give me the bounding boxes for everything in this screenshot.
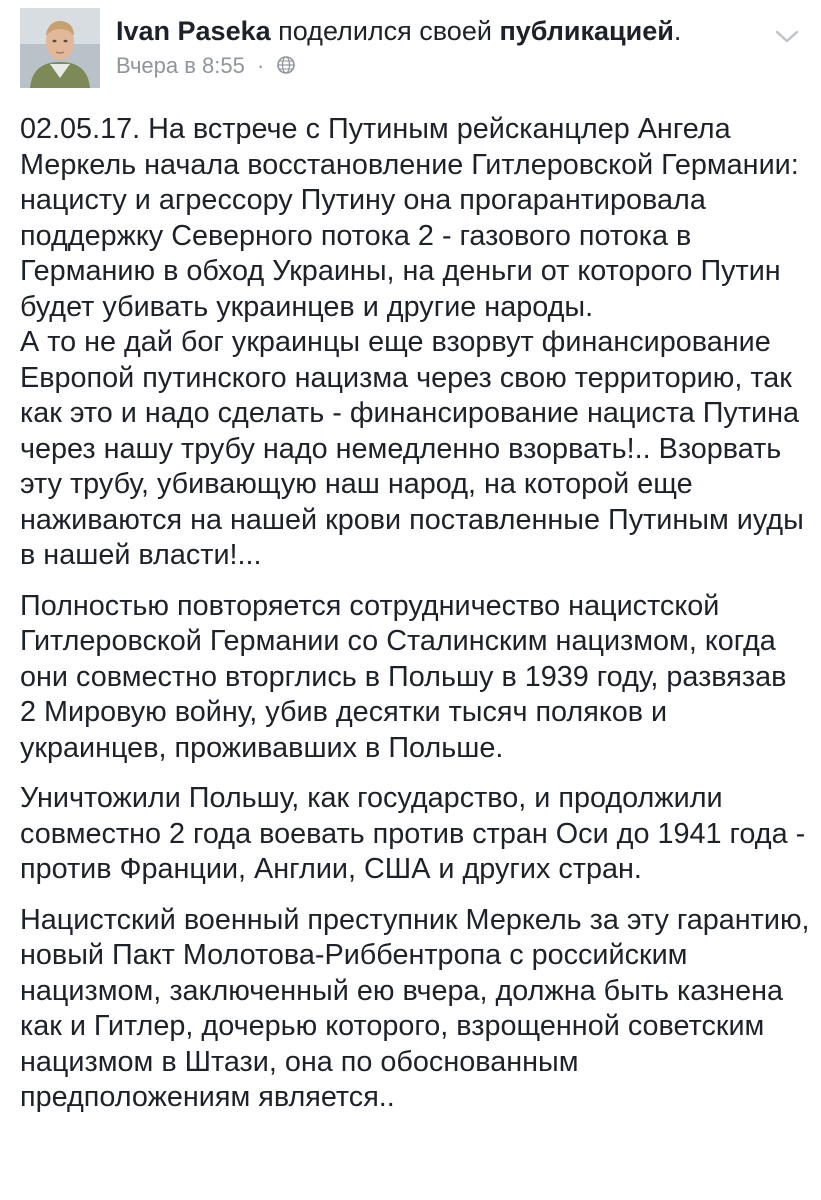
avatar-photo bbox=[20, 8, 100, 88]
globe-icon[interactable] bbox=[276, 55, 296, 75]
shared-suffix: . bbox=[673, 16, 682, 46]
shared-text: поделился своей bbox=[278, 16, 492, 46]
post-paragraph: Полностью повторяется сотрудничество нацистской Гитлеровской Германии со Сталинским нацизмом, когда они совместно вторглись в Польшу в 1939 году, развязав 2 Мировую войну, убив десятки тысяч поляков и украинцев, проживавших в Польше. bbox=[20, 589, 787, 764]
post-paragraph: 02.05.17. На встрече с Путиным рейсканцлер Ангела Меркель начала восстановление Гитлеровской Германии: нацисту и агрессору Путину она прогарантировала поддержку Северного потока 2 - газового потока в Германию в обход Украины, на деньги от которого Путин будет убивать украинцев и другие народы. bbox=[20, 113, 799, 323]
post-header-text bbox=[116, 14, 741, 80]
avatar[interactable] bbox=[20, 8, 100, 88]
author-line bbox=[116, 14, 741, 48]
post-timestamp[interactable]: Вчера в 8:55 bbox=[116, 53, 245, 78]
post-header bbox=[20, 8, 801, 88]
post-paragraph: Уничтожили Польшу, как государство, и продолжили совместно 2 года воевать против стран Оси до 1941 года - против Франции, Англии, США и других стран. bbox=[20, 782, 806, 885]
shared-post-link[interactable]: публикацией bbox=[499, 16, 674, 46]
post-meta bbox=[116, 52, 741, 80]
post-paragraph: А то не дай бог украинцы еще взорвут финансирование Европой путинского нацизма через свою территорию, так как это и надо сделать - финансирование нациста Путина через нашу трубу надо немедленно взорвать!.. Взорвать эту трубу, убивающую наш народ, на которой еще наживаются на нашей крови поставленные Путиным иуды в нашей власти!... bbox=[20, 326, 804, 571]
author-name-link[interactable]: Ivan Paseka bbox=[116, 16, 271, 46]
post-body bbox=[20, 112, 810, 1131]
post-paragraph: Нацистский военный преступник Меркель за эту гарантию, новый Пакт Молотова-Риббентропа с российским нацизмом, заключенный ею вчера, должна быть казнена как и Гитлер, дочерью которого, взрощенной советским нацизмом в Штази, она по обоснованным предположениям является.. bbox=[20, 903, 810, 1113]
meta-separator: · bbox=[256, 53, 265, 78]
chevron-down-icon[interactable] bbox=[773, 26, 801, 46]
